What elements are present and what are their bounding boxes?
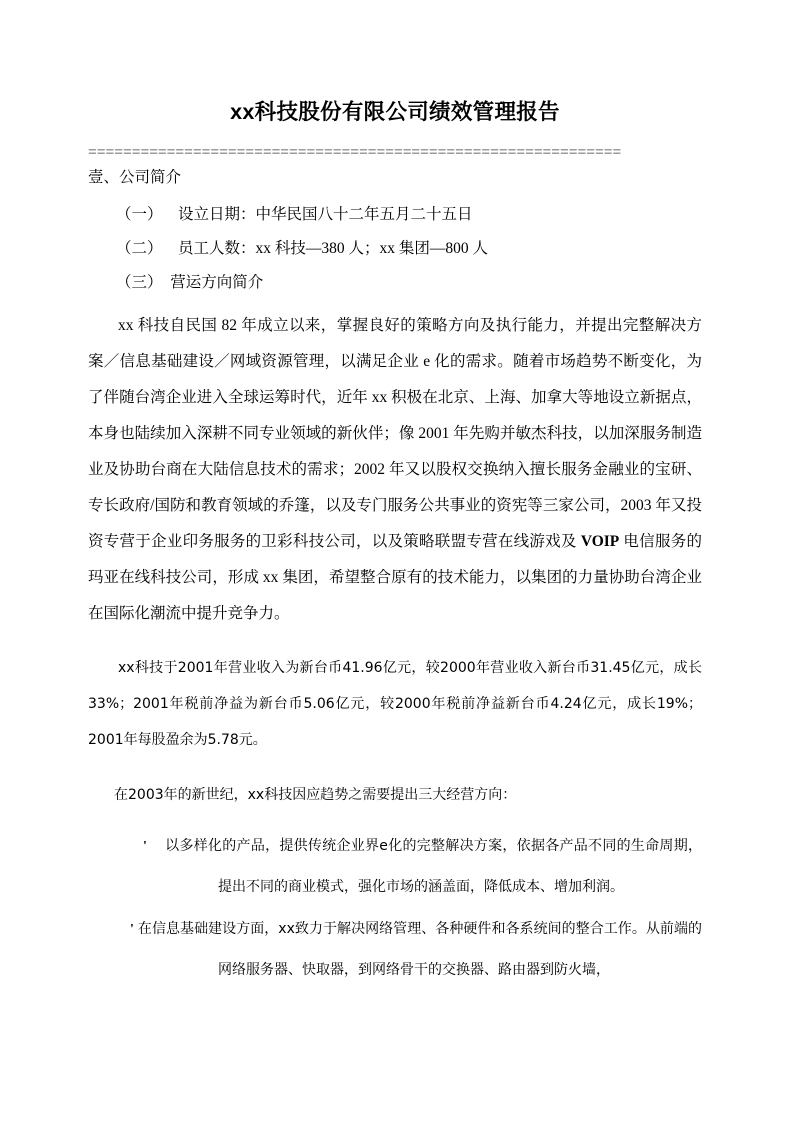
paragraph-text-part-1: xx 科技自民国 82 年成立以来，掌握良好的策略方向及执行能力，并提出完整解决方案／信息基础建设／网域资源管理，以满足企业 e 化的需求。随着市场趋势不断变化，为了伴随台湾企业进入全球运筹时代，近年 xx 积极在北京、上海、加拿大等地设立新据点，本身也陆续加入深耕不同专业领域的新伙伴；像 2001 年先购并敏杰科技，以加深服务制造业及协助台商在大陆信息技术的需求；2002 年又以股权交换纳入擅长服务金融业的宝研、专长政府/国防和教育领域的乔篷，以及专门服务公共事业的资宪等三家公司，2003 年又投资专营于企业印务服务的卫彩科技公司，以及策略联盟专营在线游戏及 bbox=[88, 317, 702, 551]
page-title: xx科技股份有限公司绩效管理报告 bbox=[230, 100, 560, 124]
paragraph-financial-results: xx科技于2001年营业收入为新台币41.96亿元，较2000年营业收入新台币31.45亿元，成长33%；2001年税前净益为新台币5.06亿元，较2000年税前净益新台币4.24亿元，成长19%；2001年每股盈余为5.78元。 bbox=[88, 660, 702, 749]
list-item: （一） 设立日期：中华民国八十二年五月二十五日 bbox=[116, 206, 473, 224]
paragraph-business-directions-intro: 在2003年的新世纪，xx科技因应趋势之需要提出三大经营方向： bbox=[114, 787, 517, 804]
horizontal-rule-equals: ============================================================= bbox=[88, 144, 622, 162]
list-item: （三） 营运方向简介 bbox=[116, 274, 264, 292]
bullet-marker-icon: ' bbox=[143, 839, 147, 855]
list-item bbox=[88, 909, 702, 990]
bullet-marker-icon: ' bbox=[130, 922, 134, 938]
bullet-text: 在信息基础建设方面，xx致力于解决网络管理、各种硬件和各系统间的整合工作。从前端的网络服务器、快取器，到网络骨干的交换器、路由器到防火墙， bbox=[137, 921, 702, 979]
paragraph-text-part-2: 电信服务的玛亚在线科技公司，形成 xx 集团，希望整合原有的技术能力，以集团的力量协助台湾企业在国际化潮流中提升竞争力。 bbox=[88, 533, 702, 623]
list-item bbox=[88, 826, 702, 907]
list-item: （二） 员工人数：xx 科技—380 人；xx 集团—800 人 bbox=[116, 240, 489, 258]
numbered-list bbox=[88, 198, 702, 300]
bullet-list bbox=[88, 826, 702, 990]
paragraph-company-history bbox=[88, 308, 702, 632]
document-content bbox=[88, 0, 702, 992]
bullet-text: 以多样化的产品，提供传统企业界e化的完整解决方案，依据各产品不同的生命周期，提出不同的商业模式，强化市场的涵盖面，降低成本、增加利润。 bbox=[164, 838, 702, 896]
section-heading-company-intro: 壹、公司简介 bbox=[88, 169, 182, 187]
paragraph-bold-voip: VOIP bbox=[580, 533, 620, 551]
